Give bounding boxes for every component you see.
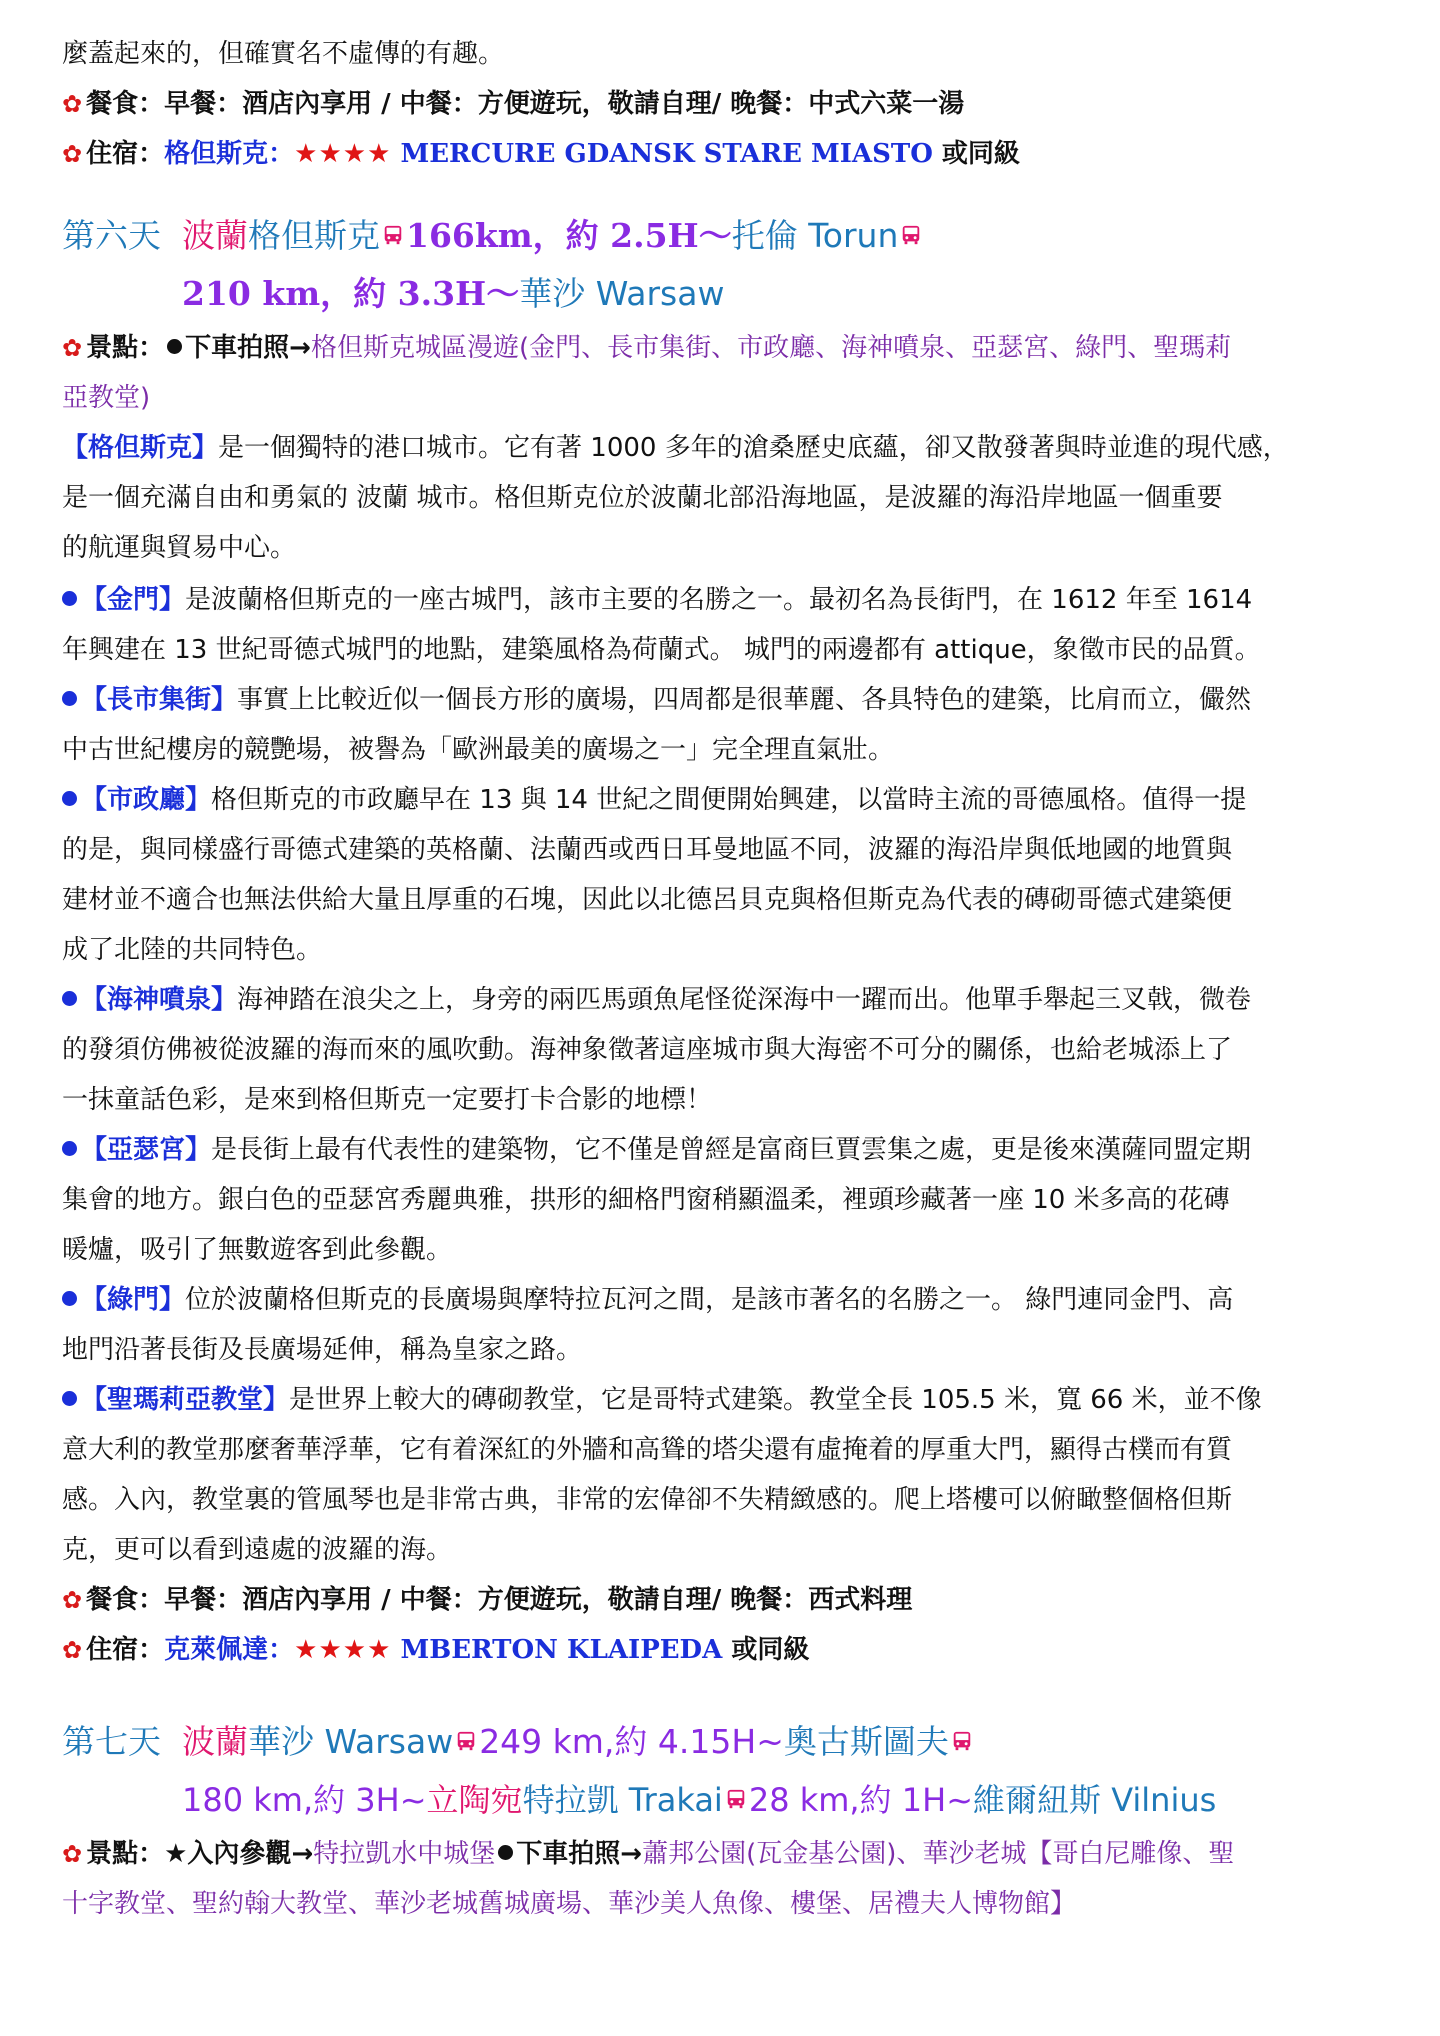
day7-title [62,1713,1387,1771]
sight-artus-court [62,1125,1387,1275]
hotel-stars: ★★★★ [294,1635,392,1665]
city-to: 華沙 Warsaw [519,274,725,313]
hotel-name: MERCURE GDANSK STARE MIASTO [400,139,933,169]
city-to: 托倫 Torun [731,216,899,255]
bullet-icon [62,1291,77,1306]
attractions-text: 亞教堂) [62,383,151,413]
hotel-city: 克萊佩達： [164,1635,295,1665]
para-line: 是一個充滿自由和勇氣的 波蘭 城市。格但斯克位於波蘭北部沿海地區，是波羅的海沿岸地區一個重要 [62,483,1223,513]
bullet-icon [62,591,77,606]
para-line: 集會的地方。銀白色的亞瑟宮秀麗典雅，拱形的細格門窗稍顯溫柔，裡頭珍藏著一座 10 米多高的花磚 [62,1185,1230,1215]
bullet-icon [167,339,182,354]
para-line: 中古世紀樓房的競艷場，被譽為「歐洲最美的廣場之一」完全理直氣壯。 [62,735,895,765]
para-line: 的是，與同樣盛行哥德式建築的英格蘭、法蘭西或西日耳曼地區不同，波羅的海沿岸與低地國的地質與 [62,835,1233,865]
attractions-text: 格但斯克城區漫遊(金門、長市集街、市政廳、海神噴泉、亞瑟宮、綠門、聖瑪莉 [310,333,1232,363]
leg-distance: 28 km,約 1H~ [748,1781,974,1819]
meals-label: 餐食： [86,89,165,119]
bullet-icon [62,991,77,1006]
sight-long-market [62,675,1387,775]
sight-st-mary-church [62,1375,1387,1575]
para-line: 是波蘭格但斯克的一座古城門，該市主要的名勝之一。最初名為長街門，在 1612 年至 1614 [185,585,1253,615]
para-line: 地門沿著長街及長廣場延伸，稱為皇家之路。 [62,1335,583,1365]
hotel-suffix: 或同級 [731,1635,810,1665]
city-from: 華沙 Warsaw [247,1722,454,1761]
para-line: 一抹童話色彩，是來到格但斯克一定要打卡合影的地標！ [62,1085,713,1115]
sight-title: 【亞瑟宮】 [81,1135,212,1165]
sight-neptune-fountain [62,975,1387,1125]
gdansk-intro [62,423,1387,573]
bullet-icon [498,1845,513,1860]
sight-golden-gate [62,575,1387,675]
section-title: 【格但斯克】 [62,433,219,463]
flower-icon: ✿ [62,90,83,118]
para-line: 格但斯克的市政廳早在 13 與 14 世紀之間便開始興建，以當時主流的哥德風格。值得一提 [211,785,1247,815]
day6-meals-line [62,1575,1387,1625]
sight-title: 【金門】 [81,585,186,615]
sight-title: 【長市集街】 [81,685,238,715]
para-line: 位於波蘭格但斯克的長廣場與摩特拉瓦河之間，是該市著名的名勝之一。 綠門連同金門、高 [185,1285,1234,1315]
bus-icon [951,1730,973,1752]
flower-icon: ✿ [62,1586,83,1614]
day6-attractions [62,323,1387,373]
bullet-icon [62,691,77,706]
meals-text: 早餐：酒店內享用 / 中餐：方便遊玩，敬請自理/ 晚餐：西式料理 [164,1585,913,1615]
bus-icon [455,1730,477,1752]
leg-distance: 249 km,約 4.15H~ [479,1722,784,1761]
arrow-icon: → [291,1839,314,1869]
leg-distance: 166km，約 2.5H～ [405,216,732,255]
day-label: 第六天 [62,216,161,255]
sight-title: 【綠門】 [81,1285,186,1315]
hotel-suffix: 或同級 [941,139,1020,169]
para-line: 是世界上較大的磚砌教堂，它是哥特式建築。教堂全長 105.5 米，寬 66 米，並不像 [289,1385,1262,1415]
city-to: 特拉凱 Trakai [522,1781,723,1819]
flower-icon: ✿ [62,334,83,362]
bus-icon [382,224,404,246]
flower-icon: ✿ [62,1840,83,1868]
hotel-name: MBERTON KLAIPEDA [400,1635,723,1665]
para-line: 感。入內，教堂裏的管風琴也是非常古典，非常的宏偉卻不失精緻感的。爬上塔樓可以俯瞰整個格但斯 [62,1485,1233,1515]
para-line: 克，更可以看到遠處的波羅的海。 [62,1535,453,1565]
para-line: 暖爐，吸引了無數遊客到此參觀。 [62,1235,453,1265]
intro-tail-text: 麼蓋起來的，但確實名不虛傳的有趣。 [62,39,505,69]
sight-town-hall [62,775,1387,975]
country: 波蘭 [181,1722,248,1761]
meals-text: 早餐：酒店內享用 / 中餐：方便遊玩，敬請自理/ 晚餐：中式六菜一湯 [164,89,965,119]
day6-attractions-cont [62,373,1387,423]
day5-hotel-line [62,129,1387,179]
day7-attractions-cont [62,1879,1387,1929]
para-line: 意大利的教堂那麼奢華浮華，它有着深紅的外牆和高聳的塔尖還有虛掩着的厚重大門，顯得古樸而有質 [62,1435,1233,1465]
city-from: 格但斯克 [247,216,380,255]
hotel-stars: ★★★★ [294,139,392,169]
day-label: 第七天 [62,1722,161,1761]
bus-icon [725,1788,747,1810]
leg-distance: 180 km,約 3H~ [182,1781,427,1819]
day6-title-line2 [62,265,1387,323]
attractions-text: 十字教堂、聖約翰大教堂、華沙老城舊城廣場、華沙美人魚像、樓堡、居禮夫人博物館】 [62,1889,1077,1919]
para-line: 建材並不適合也無法供給大量且厚重的石塊，因此以北德呂貝克與格但斯克為代表的磚砌哥德式建築便 [62,885,1233,915]
day5-meals-line [62,79,1387,129]
leg-distance: 210 km，約 3.3H～ [182,274,520,313]
day6-title [62,207,1387,265]
para-line: 成了北陸的共同特色。 [62,935,323,965]
meals-label: 餐食： [86,1585,165,1615]
sight-title: 【聖瑪莉亞教堂】 [81,1385,290,1415]
country: 波蘭 [181,216,248,255]
day7-attractions [62,1829,1387,1879]
para-line: 海神踏在浪尖之上，身旁的兩匹馬頭魚尾怪從深海中一躍而出。他單手舉起三叉戟，微卷 [237,985,1252,1015]
bus-icon [900,224,922,246]
photo-stop-mark: 下車拍照 [516,1839,621,1869]
para-line: 是長街上最有代表性的建築物，它不僅是曾經是富商巨賈雲集之處，更是後來漢薩同盟定期 [211,1135,1252,1165]
bullet-icon [62,791,77,806]
sight-title: 【海神噴泉】 [81,985,238,1015]
para-line: 的發須仿佛被從波羅的海而來的風吹動。海神象徵著這座城市與大海密不可分的關係，也給老城添上了 [62,1035,1233,1065]
flower-icon: ✿ [62,140,83,168]
itinerary-page [62,0,1387,1929]
attractions-label: 景點： [86,333,165,363]
arrow-icon: → [289,333,311,363]
flower-icon: ✿ [62,1636,83,1664]
sight-title: 【市政廳】 [81,785,212,815]
photo-stop-mark: 下車拍照 [185,333,290,363]
hotel-city: 格但斯克： [164,139,295,169]
attractions-label: 景點： [86,1839,165,1869]
attraction-item: 特拉凱水中城堡 [313,1839,496,1869]
bullet-icon [62,1391,77,1406]
para-line: 的航運與貿易中心。 [62,533,297,563]
arrow-icon: → [620,1839,643,1869]
para-line: 是一個獨特的港口城市。它有著 1000 多年的滄桑歷史底蘊，卻又散發著與時並進的現代感， [218,433,1289,463]
para-line: 事實上比較近似一個長方形的廣場，四周都是很華麗、各具特色的建築，比肩而立，儼然 [237,685,1252,715]
day6-hotel-line [62,1625,1387,1675]
day7-title-line2 [62,1771,1387,1829]
city-to: 奧古斯圖夫 [783,1722,949,1761]
city-to: 維爾紐斯 Vilnius [973,1781,1217,1819]
attractions-text: 蕭邦公園(瓦金基公園)、華沙老城【哥白尼雕像、聖 [642,1839,1235,1869]
bullet-icon [62,1141,77,1156]
hotel-label: 住宿： [86,1635,165,1665]
country: 立陶宛 [426,1781,523,1819]
hotel-label: 住宿： [86,139,165,169]
visit-mark: ★入內參觀 [164,1839,292,1869]
sight-green-gate [62,1275,1387,1375]
para-line: 年興建在 13 世紀哥德式城門的地點，建築風格為荷蘭式。 城門的兩邊都有 attique，象徵市民的品質。 [62,635,1261,665]
